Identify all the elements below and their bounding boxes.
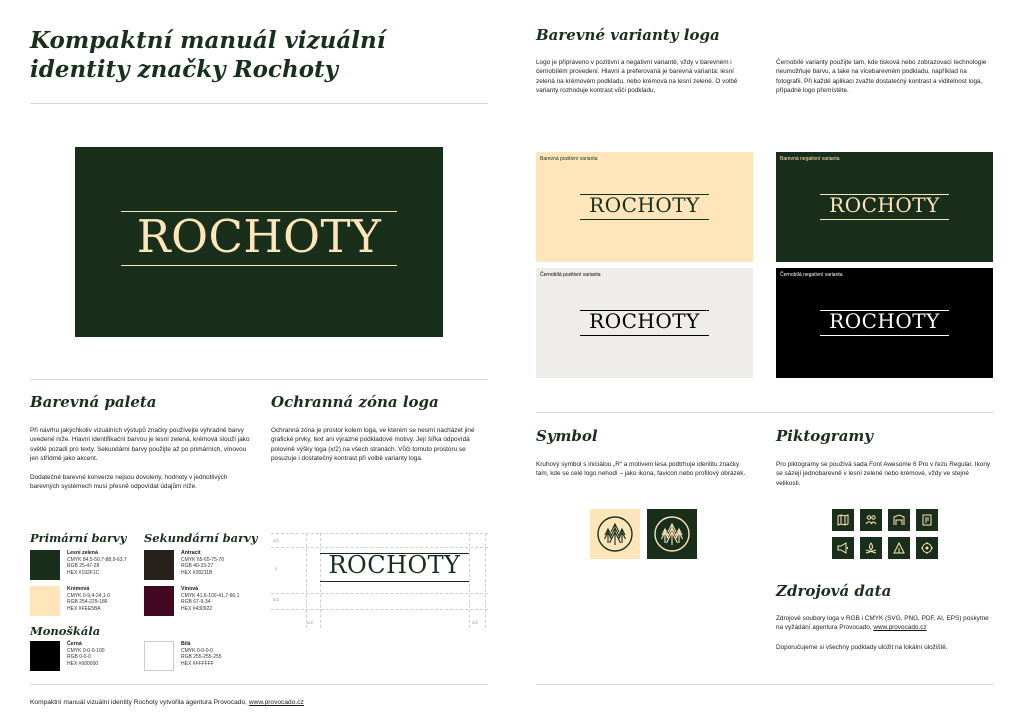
zone-label: x/2: [273, 597, 280, 602]
swatch-name: Bílá: [181, 641, 191, 647]
logo-underline: [580, 335, 709, 336]
swatch-wine: [144, 586, 174, 616]
swatch-hex: HEX #430922: [181, 605, 213, 612]
campfire-icon: [860, 537, 882, 559]
guide-line: [271, 593, 488, 594]
footer-link[interactable]: www.provocado.cz: [248, 699, 304, 706]
swatch-info: [181, 641, 259, 667]
divider: [30, 379, 488, 380]
swatch-name: Antracit: [181, 550, 201, 556]
swatch-info: [67, 641, 145, 667]
zone-label: x/2: [273, 538, 280, 543]
sign-icon: [916, 509, 938, 531]
swatch-cream: [30, 586, 60, 616]
page-title: Kompaktní manuál vizuální identity značky Rochoty: [30, 27, 386, 83]
protection-paragraph: Ochranná zóna je prostor kolem loga, ve kterém se nesmí nacházet jiné grafické prvky, text ani výrazné podkladové motivy. Její šířka odpovídá polovině výšky loga (x/2) na všech stranách. Vůči tomuto prostoru se posuzuje i dostatečný kontrast při volbě varianty loga.: [271, 427, 475, 462]
footer: [30, 699, 304, 706]
swatch-hex: HEX #000000: [67, 660, 99, 667]
swatch-cmyk: CMYK 65-65-75-70: [181, 557, 225, 563]
logo-underline: [580, 219, 709, 220]
swatch-info: [67, 586, 145, 612]
guide-line: [271, 547, 488, 548]
palette-paragraph: Při návrhu jakýchkoliv vizuálních výstupů značky používejte výhradně barvy uvedené níže. Hlavní identifikační barvou je lesní zelená, krémová slouží jako světlé pozadí pro texty. Sekundární barvy použijte až po primárních, vínovou jen střídmě jako akcent.: [30, 427, 250, 462]
guide-line: [271, 533, 488, 534]
swatch-info: [67, 550, 145, 576]
swatch-anthracite: [144, 550, 174, 580]
sources-heading: Zdrojová data: [776, 582, 892, 600]
swatch-white: [144, 641, 174, 671]
protection-zone-diagram: [271, 533, 488, 628]
megaphone-icon: [832, 537, 854, 559]
forest-symbol-icon: [590, 509, 640, 559]
logo-underline: [820, 219, 949, 220]
swatch-rgb: RGB 67-9-34: [181, 599, 211, 606]
swatch-cmyk: CMYK 0-0-0-100: [67, 648, 105, 654]
pictograms-heading: Piktogramy: [776, 427, 874, 445]
variant-label: Barevná pozitivní varianta: [540, 156, 598, 162]
people-icon: [860, 509, 882, 531]
swatch-rgb: RGB 40-33-27: [181, 563, 214, 570]
guide-line: [469, 533, 470, 628]
variant-bw-negative: [776, 268, 993, 378]
logo-wordmark: ROCHOTY: [136, 210, 382, 263]
symbol-heading: Symbol: [536, 427, 598, 445]
mono-heading: Monoškála: [30, 624, 101, 638]
variant-color-positive: [536, 152, 753, 262]
main-logo-panel: [75, 147, 443, 337]
symbol-tile-forest: [647, 509, 697, 559]
logo-wordmark: ROCHOTY: [328, 551, 461, 579]
guide-line: [485, 533, 486, 628]
logo-wordmark: ROCHOTY: [589, 193, 700, 217]
logo-underline: [820, 335, 949, 336]
variants-paragraph: Černobílé varianty použijte tam, kde tisková nebo zobrazovací technologie neumožňuje barvu, a také na vícebarevném podkladu, například na fotografii. Při každé aplikaci zvažte dostatečný kontrast a viditelnost loga, případně logo přemístěte.: [776, 59, 987, 94]
variant-bw-positive: [536, 268, 753, 378]
swatch-hex: HEX #FEE5BA: [67, 605, 101, 612]
swatch-cmyk: CMYK 84,5-50,7-88,9-63,7: [67, 557, 127, 563]
logo-underline: [121, 265, 397, 266]
swatch-black: [30, 641, 60, 671]
swatch-forest: [30, 550, 60, 580]
sources-paragraph: Doporučujeme si všechny podklady uložit na lokální úložiště.: [776, 644, 948, 651]
variant-label: Barevná negativní varianta: [780, 156, 840, 162]
swatch-info: [181, 586, 259, 612]
logo-wordmark: ROCHOTY: [829, 309, 940, 333]
pictograms-paragraph: Pro piktogramy se používá sada Font Awesome 6 Pro v řezu Regular. Ikony se sázejí jednobarevně v lesní zelené nebo krémové, vždy ve stejné velikosti.: [776, 461, 991, 487]
variant-label: Černobílá negativní varianta: [780, 272, 843, 278]
swatch-hex: HEX #192F1C: [67, 569, 100, 576]
guide-line: [306, 533, 307, 628]
secondary-colors-heading: Sekundární barvy: [144, 531, 258, 545]
swatch-rgb: RGB 254-229-186: [67, 599, 108, 606]
zone-label: x: [275, 566, 278, 571]
swatch-cmyk: CMYK 41,6-100-41,7-66,1: [181, 593, 240, 599]
divider: [30, 103, 488, 104]
tent-icon: [888, 537, 910, 559]
swatch-cmyk: CMYK 0-9,4-24,1-0: [67, 593, 111, 599]
swatch-hex: HEX #FFFFFF: [181, 660, 214, 667]
kids-play-icon: [888, 509, 910, 531]
palette-paragraph: Dodatečné barevné konverze nejsou dovoleny, hodnoty v jednotlivých barevných systémech musí přesně odpovídat údajům níže.: [30, 474, 228, 491]
palette-heading: Barevná paleta: [30, 393, 157, 411]
swatch-info: [181, 550, 259, 576]
variants-heading: Barevné varianty loga: [536, 26, 720, 44]
divider: [30, 684, 488, 685]
variant-color-negative: [776, 152, 993, 262]
swatch-name: Lesní zelená: [67, 550, 98, 556]
swatch-hex: HEX #28211B: [181, 569, 213, 576]
divider: [536, 684, 994, 685]
logo-underline: [320, 581, 469, 582]
swatch-rgb: RGB 25-47-28: [67, 563, 100, 570]
swatch-cmyk: CMYK 0-0-0-0: [181, 648, 213, 654]
guide-line: [271, 609, 488, 610]
swatch-rgb: RGB 255-255-255: [181, 654, 222, 661]
target-icon: [916, 537, 938, 559]
variants-paragraph: Logo je připraveno v pozitivní a negativní variantě, vždy v barevném i černobílém provedení. Hlavní a preferovaná je barevná varianta: lesní zelená na krémovém podkladu, nebo krémová na lesní zelené. O volbě varianty rozhoduje kontrast vůči podkladu.: [536, 59, 738, 94]
primary-colors-heading: Primární barvy: [30, 531, 127, 545]
sources-paragraph: [776, 614, 991, 633]
variant-label: Černobílá pozitivní varianta: [540, 272, 601, 278]
logo-wordmark: ROCHOTY: [829, 193, 940, 217]
map-icon: [832, 509, 854, 531]
divider: [536, 412, 994, 413]
symbol-paragraph: Kruhový symbol s iniciálou „R“ a motivem lesa podtrhuje identitu značky tam, kde se celé logo nehodí – jako ikona, favicon nebo profilový obrázek.: [536, 461, 746, 478]
swatch-name: Krémová: [67, 586, 90, 592]
sources-text: Zdrojové soubory loga v RGB i CMYK (SVG, PNG, PDF, AI, EPS) poskytne na vyžádání agentura Provocado,: [776, 615, 989, 632]
logo-wordmark: ROCHOTY: [589, 309, 700, 333]
zone-label: x/2: [307, 620, 314, 625]
swatch-name: Vínová: [181, 586, 199, 592]
symbol-tile-cream: [590, 509, 640, 559]
protection-heading: Ochranná zóna loga: [271, 393, 439, 411]
sources-link[interactable]: www.provocado.cz: [873, 624, 927, 632]
forest-symbol-icon: [647, 509, 697, 559]
swatch-rgb: RGB 0-0-0: [67, 654, 91, 661]
footer-text: Kompaktní manuál vizuální identity Rochoty vytvořila agentura Provocado,: [30, 699, 249, 706]
swatch-name: Černá: [67, 641, 82, 647]
zone-label: x/2: [472, 620, 479, 625]
